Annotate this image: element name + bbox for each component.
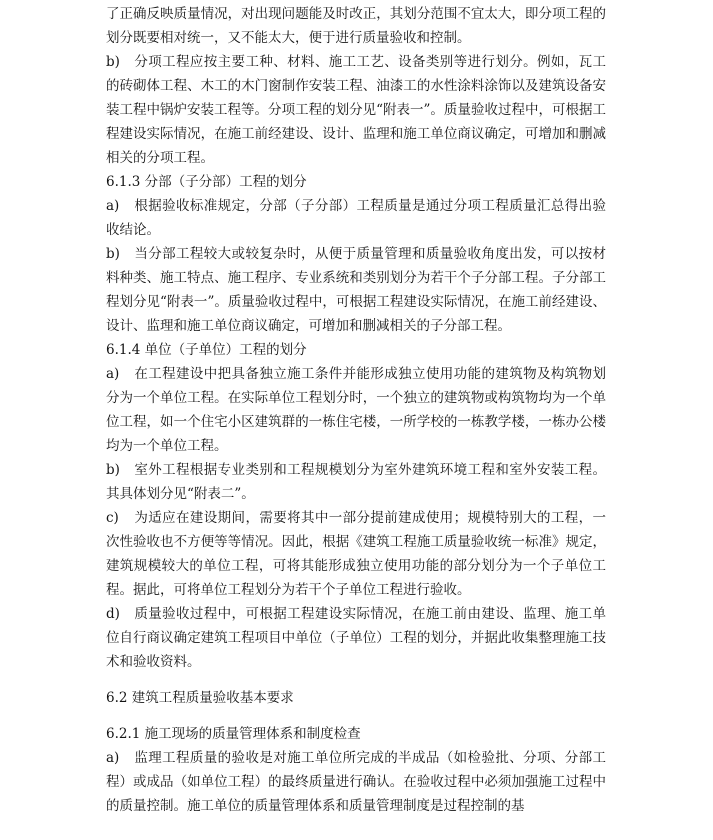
list-item <box>106 506 606 602</box>
list-item-label: a) <box>106 198 120 214</box>
list-item-text: 分项工程应按主要工种、材料、施工工艺、设备类别等进行划分。例如，瓦工的砖砌体工程、木工的木门窗制作安装工程、油漆工的水性涂料涂饰以及建筑设备安装工程中锅炉安装工程等。分项工程的划分见“附表一”。质量验收过程中，可根据工程建设实际情况，在施工前经建设、设计、监理和施工单位商议确定，可增加和删减相关的分项工程。 <box>106 54 606 166</box>
list-item-text: 室外工程根据专业类别和工程规模划分为室外建筑环境工程和室外安装工程。其具体划分见“附表二”。 <box>106 462 606 502</box>
list-item <box>106 362 606 458</box>
paragraph-continuation: 了正确反映质量情况，对出现问题能及时改正，其划分范围不宜太大，即分项工程的划分既要相对统一，又不能太大，便于进行质量验收和控制。 <box>106 6 606 46</box>
list-item <box>106 458 606 506</box>
list-item-label: b) <box>106 462 120 478</box>
list-item-label: a) <box>106 366 120 382</box>
list-item <box>106 602 606 674</box>
section-heading: 6.1.4 单位（子单位）工程的划分 <box>106 342 307 358</box>
section-heading: 6.1.3 分部（子分部）工程的划分 <box>106 174 307 190</box>
chapter-section-heading: 6.2 建筑工程质量验收基本要求 <box>106 690 294 706</box>
list-item-label: b) <box>106 54 120 70</box>
list-item-label: a) <box>106 750 120 766</box>
list-item <box>106 50 606 170</box>
document-body <box>106 2 606 818</box>
list-item-text: 质量验收过程中，可根据工程建设实际情况，在施工前由建设、监理、施工单位自行商议确定建筑工程项目中单位（子单位）工程的划分，并据此收集整理施工技术和验收资料。 <box>106 606 606 670</box>
list-item-text: 根据验收标准规定，分部（子分部）工程质量是通过分项工程质量汇总得出验收结论。 <box>106 198 606 238</box>
list-item <box>106 194 606 242</box>
list-item-label: c) <box>106 510 119 526</box>
list-item-text: 在工程建设中把具备独立施工条件并能形成独立使用功能的建筑物及构筑物划分为一个单位工程。在实际单位工程划分时，一个独立的建筑物或构筑物均为一个单位工程，如一个住宅小区建筑群的一栋住宅楼，一所学校的一栋教学楼，一栋办公楼均为一个单位工程。 <box>106 366 606 454</box>
list-item-text: 当分部工程较大或较复杂时，从便于质量管理和质量验收角度出发，可以按材料种类、施工特点、施工程序、专业系统和类别划分为若干个子分部工程。子分部工程划分见“附表一”。质量验收过程中，可根据工程建设实际情况，在施工前经建设、设计、监理和施工单位商议确定，可增加和删减相关的子分部工程。 <box>106 246 606 334</box>
list-item-text: 为适应在建设期间，需要将其中一部分提前建成使用；规模特别大的工程，一次性验收也不方便等等情况。因此，根据《建筑工程施工质量验收统一标准》规定，建筑规模较大的单位工程，可将其能形成独立使用功能的部分划分为一个子单位工程。据此，可将单位工程划分为若干个子单位工程进行验收。 <box>106 510 606 598</box>
list-item <box>106 242 606 338</box>
list-item-text: 监理工程质量的验收是对施工单位所完成的半成品（如检验批、分项、分部工程）或成品（如单位工程）的最终质量进行确认。在验收过程中必须加强施工过程中的质量控制。施工单位的质量管理体系和质量管理制度是过程控制的基 <box>106 750 606 814</box>
list-item <box>106 746 606 818</box>
list-item-label: b) <box>106 246 120 262</box>
list-item-label: d) <box>106 606 120 622</box>
subsection-heading: 6.2.1 施工现场的质量管理体系和制度检查 <box>106 726 361 742</box>
